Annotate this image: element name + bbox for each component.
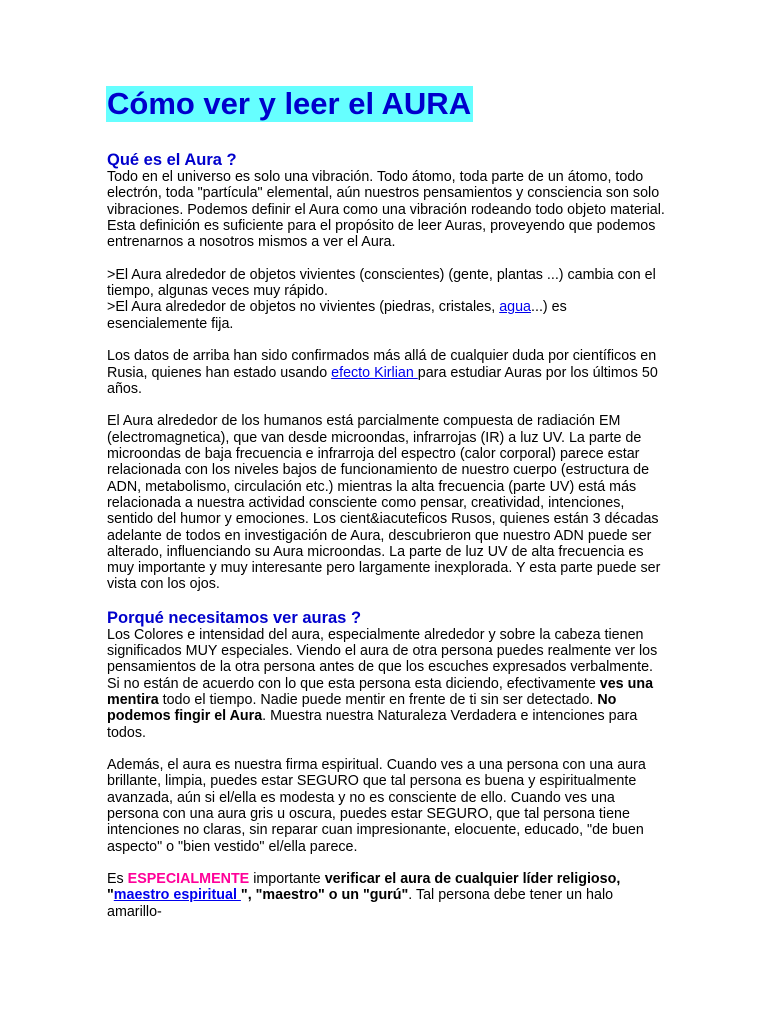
- paragraph-living-objects: [107, 267, 667, 332]
- maestro-espiritual-link[interactable]: [114, 887, 241, 903]
- russia-text: Los datos de arriba han sido confirmados más allá de cualquier duda por científicos en Rusia, quienes han estado usando: [107, 348, 657, 381]
- efecto-kirlian-link[interactable]: efecto Kirlian: [331, 364, 418, 381]
- verificar-aura-bold: verificar el aura de cualquier líder religioso, ": [107, 871, 621, 904]
- paragraph-religious-leader: [107, 871, 667, 920]
- colors-text-mid: todo el tiempo. Nadie puede mentir en frente de ti sin ser detectado.: [158, 691, 598, 708]
- page-title: Cómo ver y leer el AURA: [107, 86, 472, 121]
- nonliving-objects-text: >El Aura alrededor de objetos no vivientes (piedras, cristales,: [107, 299, 500, 316]
- paragraph-russia-scientists: [107, 348, 667, 397]
- colors-text: Los Colores e intensidad del aura, especialmente alrededor y sobre la cabeza tienen significados MUY especiales. Viendo el aura de otra persona puedes realmente ver los pensamientos de la otra persona antes de que los escuches expresados verbalmente. Si no están de acuerdo con lo que esta persona esta diciendo, efectivamente: [107, 626, 658, 692]
- section-heading-porque-ver-auras: Porqué necesitamos ver auras ?: [107, 608, 362, 627]
- especialmente-highlight: ESPECIALMENTE: [127, 871, 250, 888]
- paragraph-em-radiation: El Aura alrededor de los humanos está parcialmente compuesta de radiación EM (electromagnetica), que van desde microondas, infrarrojas (IR) a luz UV. La parte de microondas de baja frecuencia e infrarroja del espectro (calor corporal) parece estar relacionada con los niveles bajos de funcionamiento de nuestro cuerpo (estructura de ADN, metabolismo, circulación etc.) mientras la alta frecuencia (parte UV) está más relacionada a nuestra actividad consciente como pensar, creatividad, intenciones, sentido del humor y emociones. Los cient&iacuteficos Rusos, quienes están 3 décadas adelante de todos en investigación de Aura, descubrieron que nuestro ADN puede ser alterado, influenciando su Aura microondas. La parte de luz UV de alta frecuencia es muy importante y muy interesante pero largamente inexplorada. Y esta parte puede ser vista con los ojos.: [107, 413, 661, 593]
- no-podemos-fingir-bold: No podemos fingir el Aura: [107, 691, 617, 725]
- es-text: Es: [107, 871, 128, 888]
- russia-text-end: para estudiar Auras por los últimos 50 años.: [107, 364, 658, 397]
- halo-text: . Tal persona debe tener un halo amarillo-: [107, 887, 614, 920]
- colors-text-end: . Muestra nuestra Naturaleza Verdadera e intenciones para todos.: [107, 708, 638, 741]
- section-heading-que-es-el-aura: Qué es el Aura ?: [107, 151, 237, 169]
- agua-link[interactable]: agua: [499, 299, 531, 316]
- document-page: [107, 86, 667, 920]
- maestro-espiritual-link-text: maestro espiritual: [113, 887, 241, 904]
- ves-una-mentira-bold: ves una mentira: [107, 675, 654, 708]
- paragraph-spiritual-signature: Además, el aura es nuestra firma espiritual. Cuando ves a una persona con una aura brillante, limpia, puedes estar SEGURO que tal persona es buena y espiritualmente avanzada, aún si el/ella es modesta y no es consciente de ello. Cuando ves una persona con una aura gris u oscura, puedes estar SEGURO, que tal persona tiene intenciones no claras, sin reparar cuan impresionante, elocuente, educado, "de buen aspecto" o "bien vestido" el/ella parece.: [107, 757, 646, 855]
- nonliving-objects-text-end: ...) es esencialemente fija.: [107, 299, 567, 332]
- paragraph-vibration: Todo en el universo es solo una vibración. Todo átomo, toda parte de un átomo, todo electrón, toda "partícula" elemental, aún nuestros pensamientos y consciencia son solo vibraciones. Podemos definir el Aura como una vibración rodeando todo objeto material. Esta definición es suficiente para el propósito de leer Auras, proveyendo que podemos entrenarnos a nosotros mismos a ver el Aura.: [107, 169, 665, 251]
- importante-text: importante: [249, 871, 325, 888]
- maestro-guru-bold: ", "maestro" o un "gurú": [240, 887, 409, 904]
- living-objects-line: >El Aura alrededor de objetos vivientes (conscientes) (gente, plantas ...) cambia con el tiempo, algunas veces muy rápido.: [107, 266, 656, 300]
- paragraph-colors-intensity: [107, 627, 667, 741]
